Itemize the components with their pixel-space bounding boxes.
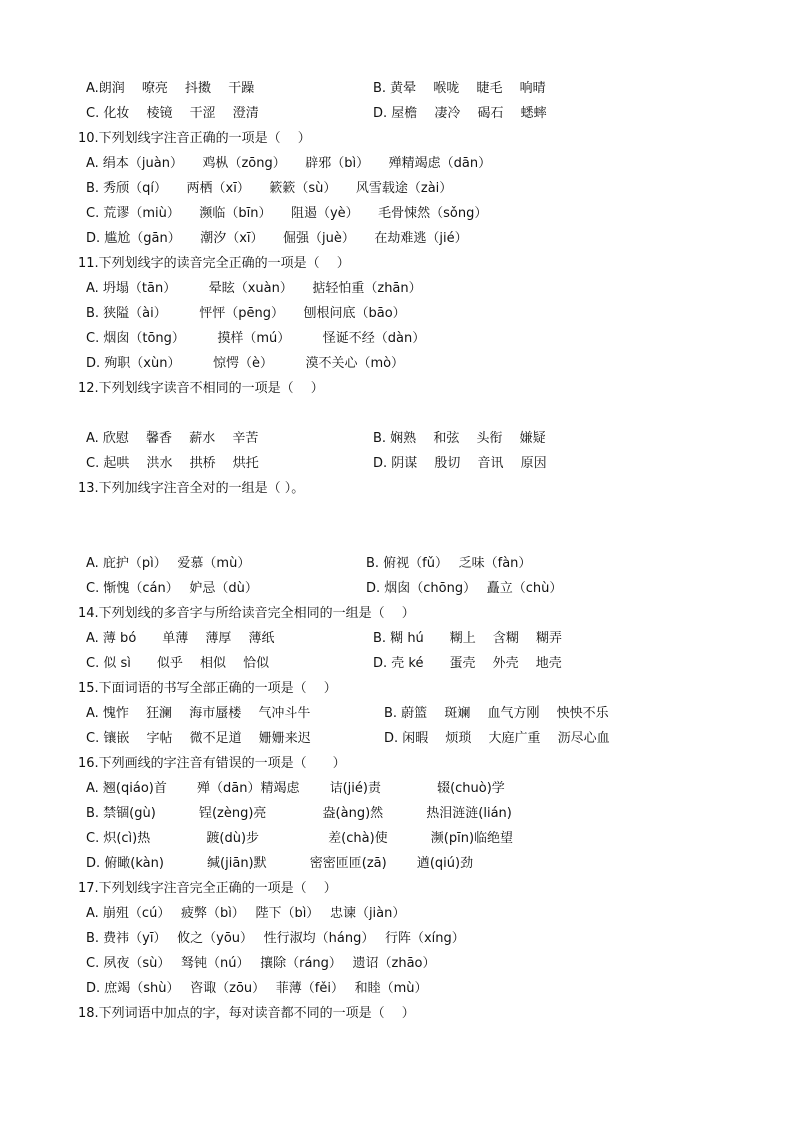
- question-stem: 13.下列加线字注音全对的一组是（ ）。: [78, 481, 305, 496]
- answer-option: B. 黄晕 喉咙 睫毛 响晴: [373, 81, 546, 96]
- question-line: [78, 376, 768, 401]
- answer-option: C. 起哄 洪水 拱桥 烘托: [86, 456, 259, 471]
- answer-option: D. 烟囱（chōng） 矗立（chù）: [366, 581, 563, 596]
- option-line: [78, 551, 768, 576]
- answer-option: B. 蔚篮 斑斓 血气方刚 怏怏不乐: [384, 706, 609, 721]
- option-line: [78, 726, 768, 751]
- option-line: [78, 951, 768, 976]
- answer-option: A. 坍塌（tān） 晕眩（xuàn） 掂轻怕重（zhān）: [86, 281, 422, 296]
- option-line: [78, 76, 768, 101]
- option-line: [78, 976, 768, 1001]
- question-line: [78, 476, 768, 501]
- answer-option: C. 荒谬（miù） 濒临（bīn） 阻遏（yè） 毛骨悚然（sǒng）: [86, 206, 488, 221]
- answer-option: A. 翘(qiáo)首 殚（dān）精竭虑 诘(jié)责 辍(chuò)学: [86, 781, 505, 796]
- question-line: [78, 676, 768, 701]
- answer-option: C. 炽(cì)热 踱(dù)步 差(chà)使 濒(pīn)临绝望: [86, 831, 514, 846]
- option-line: [78, 226, 768, 251]
- option-line: [78, 801, 768, 826]
- option-line: [78, 776, 768, 801]
- option-line: [78, 926, 768, 951]
- answer-option: A.朗润 嘹亮 抖擞 干躁: [86, 81, 255, 96]
- question-stem: 14.下列划线的多音字与所给读音完全相同的一组是（ ）: [78, 606, 415, 621]
- question-stem: 15.下面词语的书写全部正确的一项是（ ）: [78, 681, 337, 696]
- option-line: [78, 701, 768, 726]
- question-stem: 16.下列画线的字注音有错误的一项是（ ）: [78, 756, 346, 771]
- option-line: [78, 201, 768, 226]
- answer-option: D. 殉职（xùn） 惊愕（è） 漠不关心（mò）: [86, 356, 405, 371]
- answer-option: B. 糊 hú 糊上 含糊 糊弄: [373, 631, 563, 646]
- option-line: [78, 451, 768, 476]
- question-line: [78, 601, 768, 626]
- answer-option: A. 欣慰 馨香 薪水 辛苦: [86, 431, 259, 446]
- answer-option: D. 尴尬（gān） 潮汐（xī） 倔强（juè） 在劫难逃（jié）: [86, 231, 468, 246]
- answer-option: A. 薄 bó 单薄 薄厚 薄纸: [86, 631, 275, 646]
- question-stem: 17.下列划线字注音完全正确的一项是（ ）: [78, 881, 337, 896]
- question-line: [78, 1001, 768, 1026]
- option-line: [78, 651, 768, 676]
- answer-option: B. 狭隘（ài） 怦怦（pēng） 刨根问底（bāo）: [86, 306, 406, 321]
- question-stem: 10.下列划线字注音正确的一项是（ ）: [78, 131, 311, 146]
- option-line: [78, 101, 768, 126]
- option-line: [78, 151, 768, 176]
- answer-option: C. 化妆 棱镜 干涩 澄清: [86, 106, 259, 121]
- question-stem: 18.下列词语中加点的字，每对读音都不同的一项是（ ）: [78, 1006, 415, 1021]
- answer-option: A. 绢本（juàn） 鸡枞（zōng） 辟邪（bì） 殚精竭虑（dān）: [86, 156, 492, 171]
- option-line: [78, 826, 768, 851]
- option-line: [78, 326, 768, 351]
- answer-option: D. 俯瞰(kàn) 缄(jiān)默 密密匝匝(zā) 遒(qiú)劲: [86, 856, 474, 871]
- option-line: [78, 576, 768, 601]
- option-line: [78, 351, 768, 376]
- answer-option: A. 庇护（pì） 爱慕（mù）: [86, 556, 251, 571]
- answer-option: D. 闲暇 烦琐 大庭广重 沥尽心血: [384, 731, 610, 746]
- question-line: [78, 126, 768, 151]
- answer-option: D. 壳 ké 蛋壳 外壳 地壳: [373, 656, 562, 671]
- answer-option: D. 阴谋 殷切 音讯 原因: [373, 456, 547, 471]
- answer-option: B. 俯视（fǔ） 乏味（fàn）: [366, 556, 532, 571]
- answer-option: B. 费祎（yī） 攸之（yōu） 性行淑均（háng） 行阵（xíng）: [86, 931, 465, 946]
- answer-option: A. 崩殂（cú） 疲弊（bì） 陛下（bì） 忠谏（jiàn）: [86, 906, 406, 921]
- answer-option: D. 庶竭（shù） 咨诹（zōu） 菲薄（fěi） 和睦（mù）: [86, 981, 428, 996]
- answer-option: D. 屋檐 凄冷 碣石 蟋蟀: [373, 106, 547, 121]
- question-line: [78, 251, 768, 276]
- answer-option: C. 夙夜（sù） 驽钝（nú） 攘除（ráng） 遗诏（zhāo）: [86, 956, 436, 971]
- answer-option: C. 镶嵌 字帖 微不足道 姗姗来迟: [86, 731, 311, 746]
- option-line: [78, 176, 768, 201]
- option-line: [78, 426, 768, 451]
- option-line: [78, 851, 768, 876]
- question-line: [78, 751, 768, 776]
- question-stem: 11.下列划线字的读音完全正确的一项是（ ）: [78, 256, 350, 271]
- answer-option: C. 烟囱（tōng） 摸样（mú） 怪诞不经（dàn）: [86, 331, 426, 346]
- question-line: [78, 876, 768, 901]
- answer-option: B. 秀颀（qí） 两栖（xī） 簌簌（sù） 风雪载途（zài）: [86, 181, 453, 196]
- question-stem: 12.下列划线字读音不相同的一项是（ ）: [78, 381, 324, 396]
- answer-option: A. 愧怍 狂澜 海市蜃楼 气冲斗牛: [86, 706, 311, 721]
- answer-option: C. 似 sì 似乎 相似 恰似: [86, 656, 270, 671]
- option-line: [78, 301, 768, 326]
- option-line: [78, 626, 768, 651]
- answer-option: B. 禁锢(gù) 锃(zèng)亮 盎(àng)然 热泪涟涟(lián): [86, 806, 512, 821]
- option-line: [78, 901, 768, 926]
- answer-option: B. 娴熟 和弦 头衔 嫌疑: [373, 431, 546, 446]
- option-line: [78, 276, 768, 301]
- answer-option: C. 惭愧（cán） 妒忌（dù）: [86, 581, 258, 596]
